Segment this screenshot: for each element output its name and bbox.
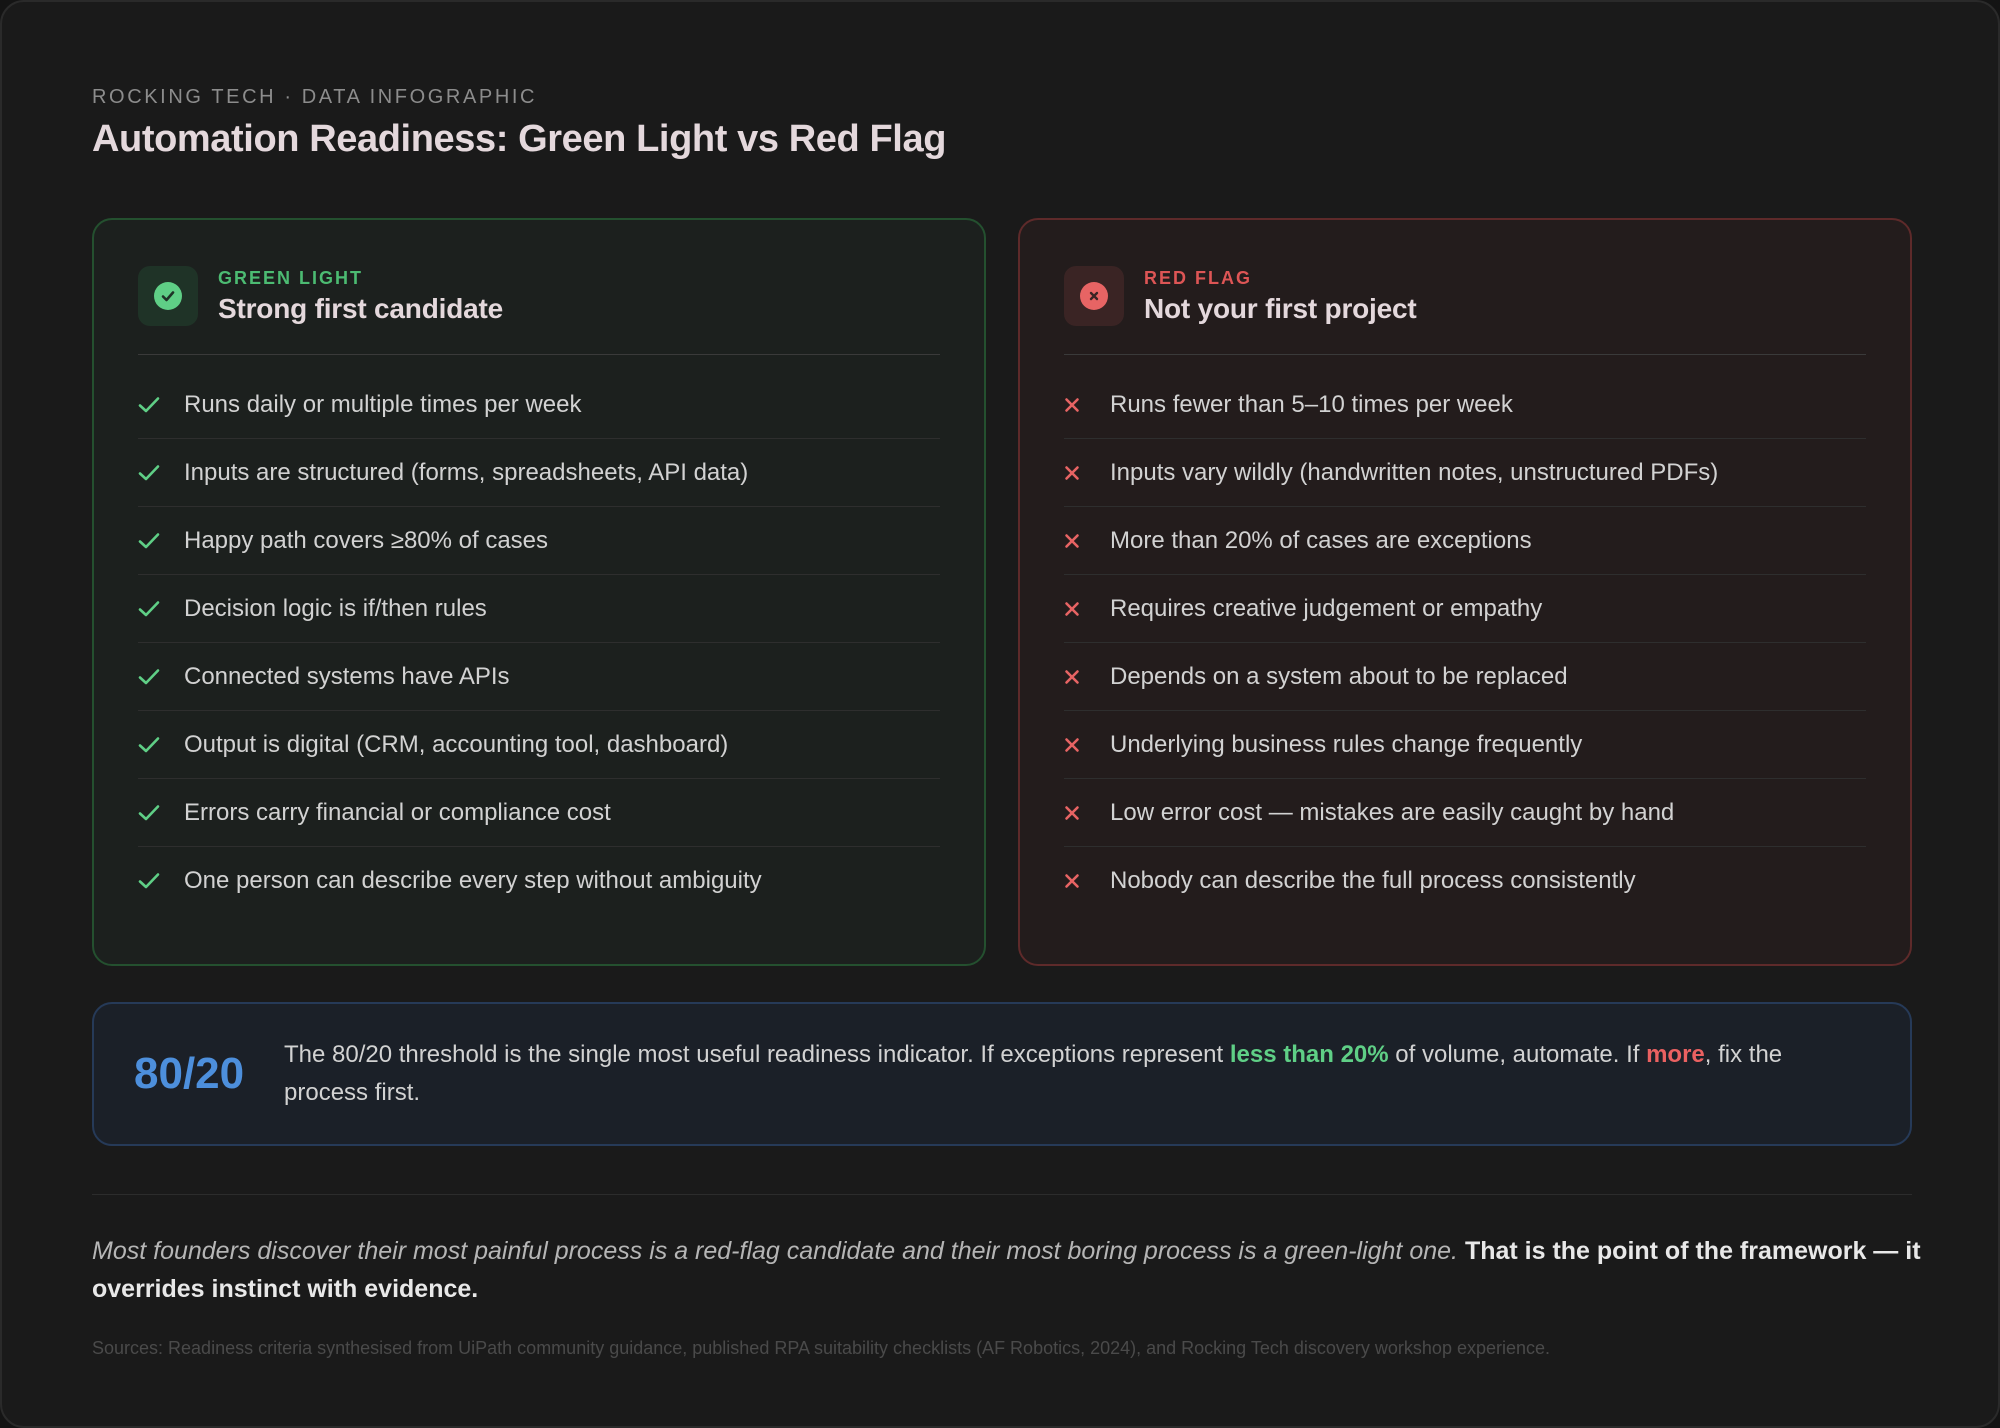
check-circle-icon: [154, 282, 182, 310]
green-light-panel: [92, 218, 986, 966]
red-criteria-list: [1064, 371, 1866, 915]
sources-note: Sources: Readiness criteria synthesised from UiPath community guidance, published RPA suitability checklists (AF Robotics, 2024), and Rocking Tech discovery workshop experience.: [92, 1338, 1551, 1358]
red-subhead: Not your first project: [1144, 292, 1417, 324]
list-item-text: More than 20% of cases are exceptions: [1110, 526, 1532, 554]
list-item-text: Output is digital (CRM, accounting tool, dashboard): [184, 730, 729, 758]
check-icon: [138, 668, 184, 686]
check-icon: [138, 464, 184, 482]
list-item: [1064, 643, 1866, 711]
list-item-text: One person can describe every step without ambiguity: [184, 867, 762, 894]
list-item-text: Runs daily or multiple times per week: [184, 390, 582, 418]
x-icon: [1064, 465, 1110, 481]
list-item-text: Nobody can describe the full process consistently: [1110, 867, 1636, 894]
list-item-text: Depends on a system about to be replaced: [1110, 662, 1568, 690]
x-icon: [1064, 873, 1110, 889]
list-item: [1064, 575, 1866, 643]
list-item: [138, 847, 940, 915]
x-circle-icon: [1080, 282, 1108, 310]
list-item-text: Underlying business rules change frequently: [1110, 730, 1583, 758]
list-item-text: Requires creative judgement or empathy: [1110, 594, 1543, 622]
list-item-text: Low error cost — mistakes are easily caught by hand: [1110, 798, 1675, 826]
x-icon: [1064, 669, 1110, 685]
list-item: [138, 575, 940, 643]
check-icon: [138, 532, 184, 550]
x-icon: [1064, 397, 1110, 413]
red-panel-header: [1064, 264, 1866, 328]
list-item-text: Connected systems have APIs: [184, 662, 510, 690]
closing-statement: [92, 1232, 1922, 1308]
kicker: ROCKING TECH · DATA INFOGRAPHIC: [92, 86, 538, 108]
list-item: [138, 507, 940, 575]
green-eyebrow: GREEN LIGHT: [218, 267, 364, 288]
list-item-text: Inputs vary wildly (handwritten notes, unstructured PDFs): [1110, 458, 1719, 486]
x-icon: [1064, 533, 1110, 549]
list-item: [138, 439, 940, 507]
threshold-callout: [92, 1002, 1912, 1146]
list-item: [1064, 439, 1866, 507]
check-icon: [138, 396, 184, 414]
closing-italic: Most founders discover their most painful process is a red-flag candidate and their most boring process is a green-light one.: [92, 1237, 1458, 1265]
list-item-text: Runs fewer than 5–10 times per week: [1110, 390, 1513, 418]
list-item: [1064, 847, 1866, 915]
list-item: [1064, 371, 1866, 439]
list-item: [138, 371, 940, 439]
callout-text-before: The 80/20 threshold is the single most useful readiness indicator. If exceptions represent: [284, 1041, 1230, 1068]
green-criteria-list: [138, 371, 940, 915]
callout-text: [284, 1036, 1870, 1112]
red-eyebrow: RED FLAG: [1144, 267, 1252, 288]
check-icon: [138, 872, 184, 890]
closing-bold: That is the point of the framework — it overrides instinct with evidence.: [92, 1237, 1921, 1303]
list-item-text: Decision logic is if/then rules: [184, 594, 487, 622]
divider: [138, 354, 940, 355]
check-icon: [138, 600, 184, 618]
list-item-text: Inputs are structured (forms, spreadsheets, API data): [184, 458, 749, 486]
page-title: Automation Readiness: Green Light vs Red Flag: [92, 118, 947, 160]
x-icon: [1064, 601, 1110, 617]
list-item-text: Errors carry financial or compliance cost: [184, 798, 611, 826]
list-item: [1064, 507, 1866, 575]
list-item: [1064, 711, 1866, 779]
red-flag-panel: [1018, 218, 1912, 966]
green-panel-header: [138, 264, 940, 328]
list-item: [138, 711, 940, 779]
list-item: [1064, 779, 1866, 847]
check-icon: [138, 804, 184, 822]
list-item: [138, 643, 940, 711]
callout-text-after: , fix the process first.: [284, 1041, 1783, 1106]
green-badge: [138, 266, 198, 326]
list-item-text: Happy path covers ≥80% of cases: [184, 526, 549, 554]
green-subhead: Strong first candidate: [218, 292, 503, 324]
callout-highlight-red: more: [1646, 1041, 1705, 1068]
x-icon: [1064, 737, 1110, 753]
red-badge: [1064, 266, 1124, 326]
callout-number: 80/20: [134, 1049, 245, 1098]
section-divider: [92, 1194, 1912, 1195]
list-item: [138, 779, 940, 847]
divider: [1064, 354, 1866, 355]
callout-highlight-green: less than 20%: [1229, 1041, 1389, 1068]
x-icon: [1064, 805, 1110, 821]
callout-text-middle: of volume, automate. If: [1388, 1041, 1647, 1068]
check-icon: [138, 736, 184, 754]
